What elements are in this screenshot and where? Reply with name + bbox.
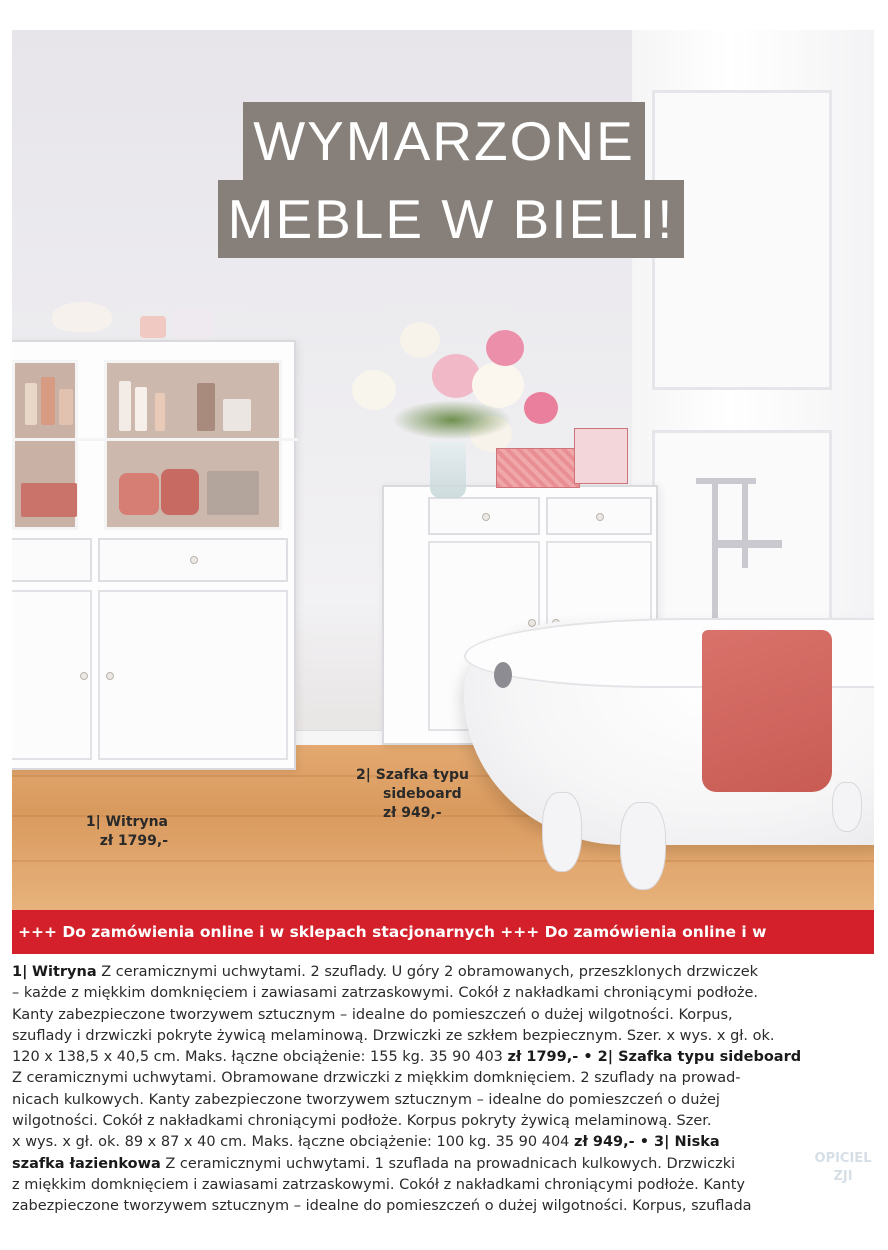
- desc-line: x wys. x gł. ok. 89 x 87 x 40 cm. Maks. łączne obciążenie: 100 kg. 35 90 404 zł 949,- • 3| Niska: [12, 1134, 720, 1151]
- promo-bar: +++ Do zamówienia online i w sklepach stacjonarnych +++ Do zamówienia online i w: [12, 910, 874, 954]
- desc-line: szuflady i drzwiczki pokryte żywicą melaminową. Drzwiczki ze szkłem bezpiecznym. Szer. x wys. x gł. ok.: [12, 1027, 775, 1044]
- tub-drain: [494, 662, 512, 688]
- pink-towel: [702, 630, 832, 792]
- desc-line: nicach kulkowych. Kanty zabezpieczone tworzywem sztucznym – idealne do pomieszczeń o dużej: [12, 1091, 720, 1108]
- desc-line: zabezpieczone tworzywem sztucznym – idealne do pomieszczeń o dużej wilgotności. Korpus, szuflada: [12, 1198, 752, 1215]
- desc-line: szafka łazienkowa Z ceramicznymi uchwytami. 1 szuflada na prowadnicach kulkowych. Drzwiczki: [12, 1155, 736, 1172]
- vase: [430, 442, 466, 498]
- glass-door-left: [12, 360, 78, 530]
- candle: [140, 316, 166, 338]
- sideboard-drawer-right: [546, 497, 652, 535]
- watermark: OPICIEL ZJI: [814, 1151, 872, 1184]
- vitrine-drawer-right: [98, 538, 288, 582]
- desc-line: – każde z miękkim domknięciem i zawiasami zatrzaskowymi. Cokół z nakładkami chroniącymi podłoże.: [12, 985, 759, 1002]
- vitrine-drawer-left: [12, 538, 92, 582]
- leaves: [392, 400, 512, 440]
- product-price: zł 1799,-: [99, 833, 168, 849]
- product-label-witryna: [60, 813, 168, 851]
- headline: [0, 102, 888, 258]
- product-number: 2|: [356, 767, 371, 783]
- tub-foot: [832, 782, 862, 832]
- vitrine-door-right: [98, 590, 288, 760]
- desc-line: wilgotności. Cokół z nakładkami chroniącymi podłoże. Korpus pokryty żywicą melaminową. Szer.: [12, 1113, 712, 1130]
- desc-line: z miękkim domknięciem i zawiasami zatrzaskowymi. Cokół z nakładkami chroniącymi podłoże. Kanty: [12, 1176, 745, 1193]
- desc-line: 1| Witryna Z ceramicznymi uchwytami. 2 szuflady. U góry 2 obramowanych, przeszklonych drzwiczek: [12, 964, 759, 980]
- desc-line: Z ceramicznymi uchwytami. Obramowane drzwiczki z miękkim domknięciem. 2 szuflady na prowad-: [12, 1070, 741, 1087]
- desc-line: Kanty zabezpieczone tworzywem sztucznym – idealne do pomieszczeń o dużej wilgotności. Korpus,: [12, 1006, 733, 1023]
- product-name-cont: sideboard: [383, 786, 462, 802]
- peony-white-icon: [352, 370, 396, 410]
- glass-jar: [172, 308, 214, 338]
- glass-door-right: [104, 360, 282, 530]
- product-number: 1|: [85, 814, 101, 830]
- soap-dish: [52, 302, 112, 332]
- product-label-sideboard: [356, 766, 492, 823]
- tub-foot: [620, 802, 666, 890]
- headline-line-1: WYMARZONE: [243, 102, 645, 180]
- sideboard-drawer-left: [428, 497, 540, 535]
- floral-box: [574, 428, 628, 484]
- peony-pink-icon: [524, 392, 558, 424]
- product-name: Witryna: [105, 814, 168, 830]
- pink-box: [496, 448, 580, 488]
- vitrine-cabinet: [12, 340, 296, 770]
- desc-line: 120 x 138,5 x 40,5 cm. Maks. łączne obciążenie: 155 kg. 35 90 403 zł 1799,- • 2| Szafka typu sideboard: [12, 1049, 802, 1066]
- product-description: [12, 962, 852, 1218]
- headline-line-2: MEBLE W BIELI!: [218, 180, 685, 258]
- vitrine-door-left: [12, 590, 92, 760]
- product-name: Szafka typu: [375, 767, 469, 783]
- product-price: zł 949,-: [383, 805, 442, 821]
- tub-foot: [542, 792, 582, 872]
- peony-pink-icon: [486, 330, 524, 366]
- peony-white-icon: [400, 322, 440, 358]
